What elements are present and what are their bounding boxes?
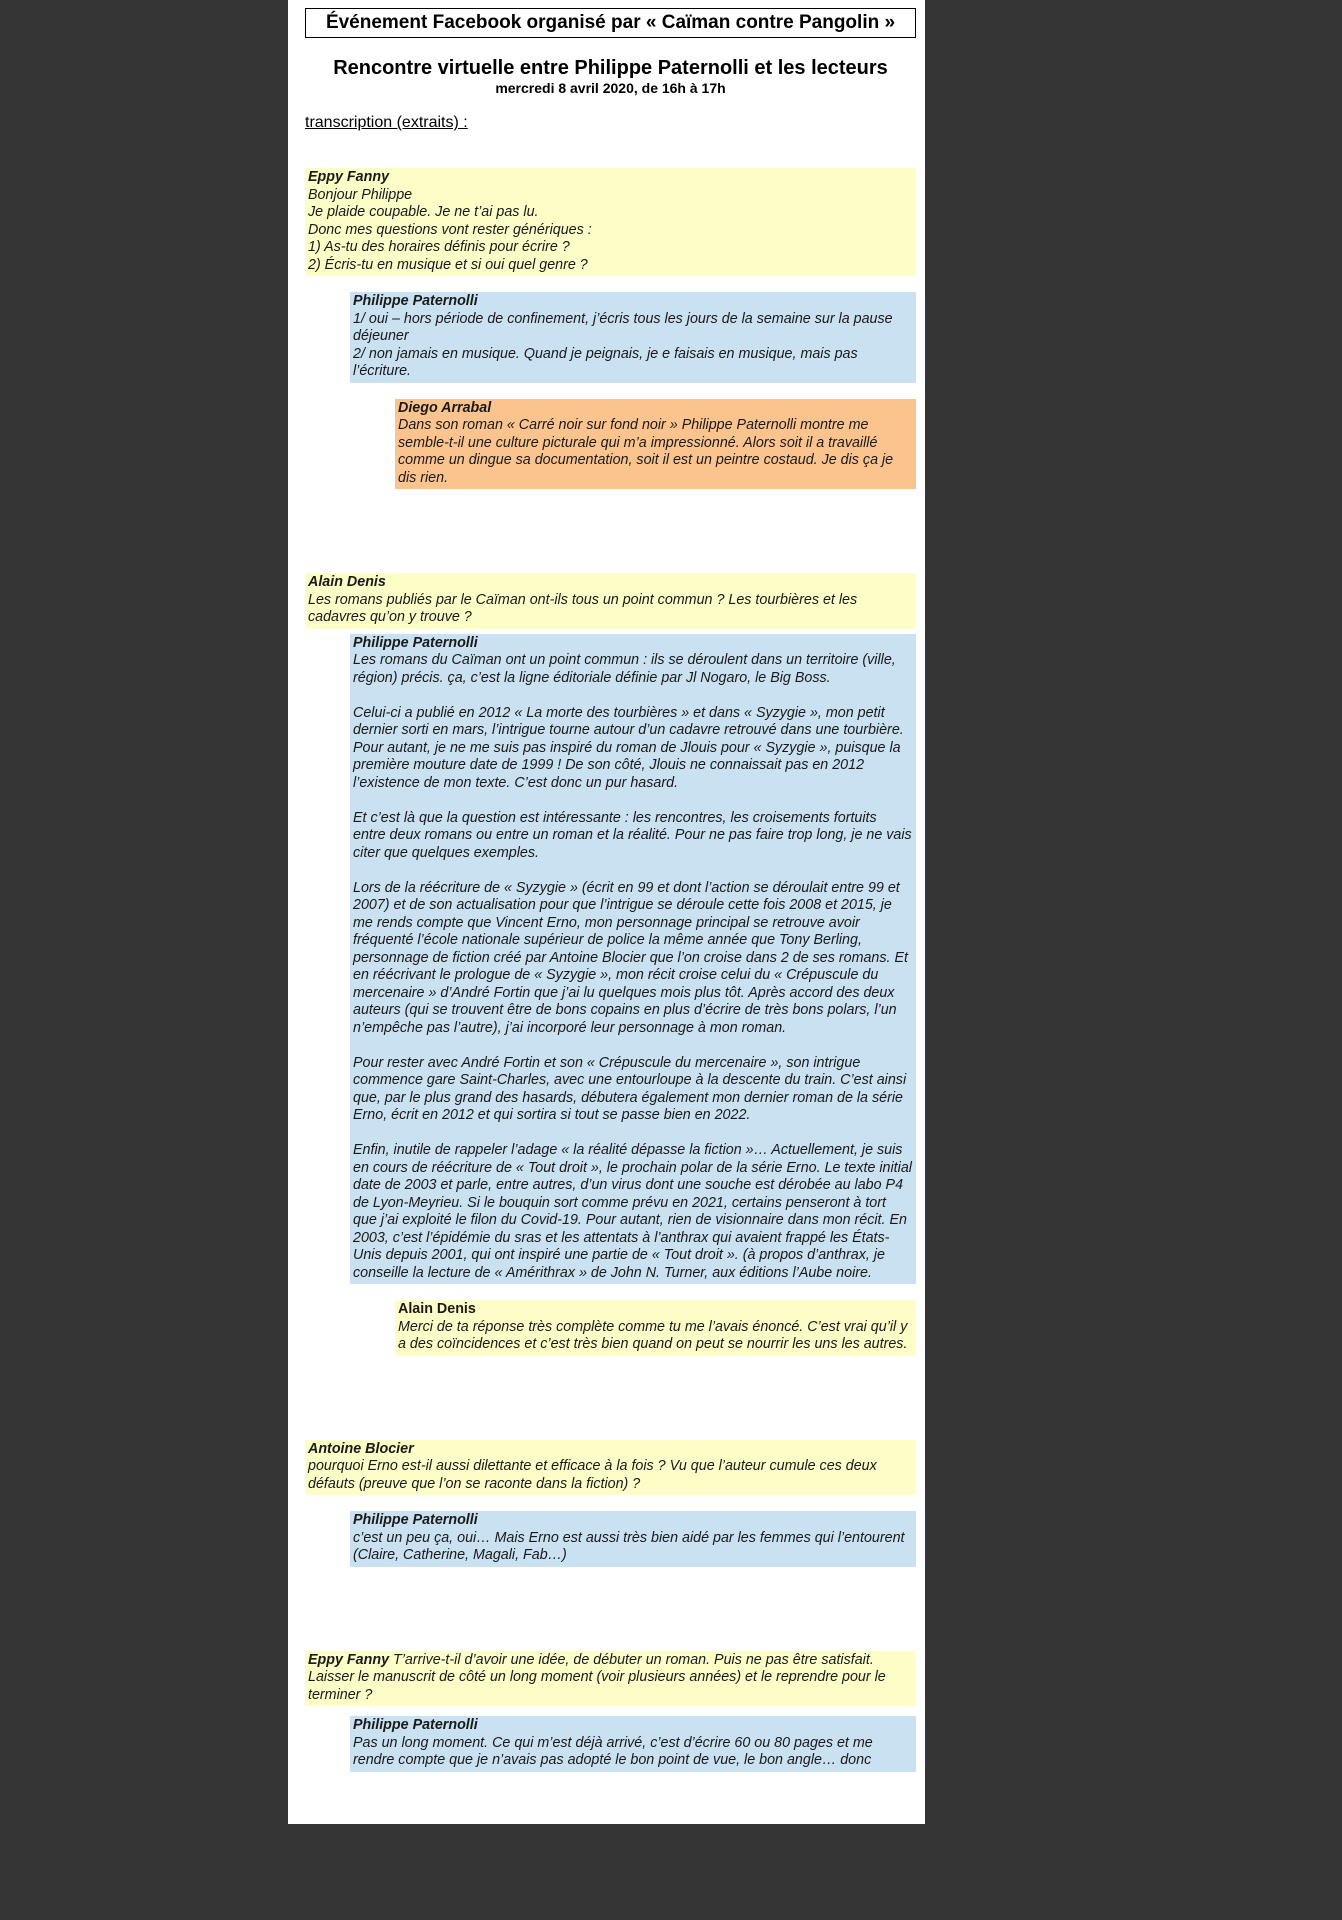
message-line: 2) Écris-tu en musique et si oui quel genre ? — [308, 256, 588, 273]
answer-philippe-paternolli — [350, 1511, 916, 1567]
message-paragraph: Enfin, inutile de rappeler l’adage « la réalité dépasse la fiction »… Actuellement, je suis en cours de réécriture de « Tout droit », le prochain polar de la série Erno. Le texte initial date de 2003 et parle, entre autres, d’un virus dont une souche est dérobée au labo P4 de Lyon-Meyrieu. Si le bouquin sort comme prévu en 2021, certains penseront à tort que j’ai exploité le filon du Covid-19. Pour autant, rien de visionnaire dans mon récit. En 2003, c’est l’épidémie du sras et les attentats à l’anthrax qui avaient frappé les États-Unis depuis 2001, qui ont inspiré une partie de « Tout droit ». (à propos d’anthrax, je conseille la lecture de « Amérithrax » de John N. Turner, aux éditions l’Aube noire. — [353, 1142, 912, 1281]
message-text: Dans son roman « Carré noir sur fond noir » Philippe Paternolli montre me semble-t-il une culture picturale qui m’a impressionné. Alors soit il a travaillé comme un dingue sa documentation, soit il est un peintre costaud. Je dis ça je dis rien. — [398, 417, 894, 486]
message-text: Pas un long moment. Ce qui m’est déjà arrivé, c’est d’écrire 60 ou 80 pages et me rendre compte que je n’avais pas adopté le bon point de vue, le bon angle… donc — [353, 1734, 873, 1768]
document-content — [305, 8, 916, 1772]
author-name: Philippe Paternolli — [353, 293, 478, 309]
message-line: Donc mes questions vont rester génériques : — [308, 221, 592, 238]
question-eppy-fanny — [305, 1651, 916, 1707]
question-alain-denis — [305, 573, 916, 629]
message-line: 1/ oui – hors période de confinement, j’écris tous les jours de la semaine sur la pause déjeuner — [353, 310, 893, 344]
message-text: Merci de ta réponse très complète comme tu me l’avais énoncé. C’est vrai qu’il y a des coïncidences et c’est très bien quand on peut se nourrir les uns les autres. — [398, 1318, 908, 1352]
message-text: Les romans publiés par le Caïman ont-ils tous un point commun ? Les tourbières et les cadavres qu’on y trouve ? — [308, 591, 858, 625]
event-date: mercredi 8 avril 2020, de 16h à 17h — [495, 80, 726, 96]
message-paragraph: Lors de la réécriture de « Syzygie » (écrit en 99 et dont l’action se déroulait entre 99 et 2007) et de son actualisation pour que l’intrigue se déroule cette fois 2008 et 2015, je me rends compte que Vincent Erno, mon personnage principal se retrouve avoir fréquenté l’école nationale supérieur de police la même année que Tony Berling, personnage de fiction créé par Antoine Blocier que l’on croise dans 2 de ses romans. Et en réécrivant le prologue de « Syzygie », mon récit croise celui du « Crépuscule du mercenaire » d’André Fortin que j’ai lu quelques mois plus tôt. Après accord des deux auteurs (qui se trouvent être de bons copains en plus d’écrire de très bons polars, l’un n’empêche pas l’autre), j’ai incorporé leur personnage à mon roman. — [353, 879, 908, 1036]
page-title: Rencontre virtuelle entre Philippe Paternolli et les lecteurs — [333, 57, 888, 79]
message-text: c’est un peu ça, oui… Mais Erno est aussi très bien aidé par les femmes qui l’entourent (Claire, Catherine, Magali, Fab…) — [353, 1529, 905, 1563]
comment-diego-arrabal — [395, 399, 916, 490]
author-name: Diego Arrabal — [398, 399, 492, 416]
author-name: Philippe Paternolli — [353, 634, 478, 651]
author-name: Alain Denis — [308, 574, 386, 590]
author-name: Philippe Paternolli — [353, 1512, 478, 1528]
author-name: Alain Denis — [398, 1301, 476, 1317]
message-line: 2/ non jamais en musique. Quand je peignais, je e faisais en musique, mais pas l’écriture. — [353, 345, 858, 379]
message-paragraph: Celui-ci a publié en 2012 « La morte des tourbières » et dans « Syzygie », mon petit dernier sorti en mars, l’intrigue tourne autour d’un cadavre retrouvé dans une tourbière. Pour autant, je ne me suis pas inspiré du roman de Jlouis pour « Syzygie », puisque la première mouture date de 1999 ! De son côté, Jlouis ne connaissait pas en 2012 l’existence de mon texte. C’est donc un pur hasard. — [353, 704, 904, 791]
answer-philippe-paternolli — [350, 1716, 916, 1772]
question-eppy-fanny — [305, 168, 916, 276]
answer-philippe-paternolli — [350, 292, 916, 383]
answer-philippe-paternolli — [350, 634, 916, 1285]
author-name: Antoine Blocier — [308, 1440, 414, 1457]
message-text: pourquoi Erno est-il aussi dilettante et efficace à la fois ? Vu que l’auteur cumule ces deux défauts (preuve que l’on se raconte dans la fiction) ? — [308, 1458, 877, 1492]
transcription-label: transcription (extraits) : — [305, 114, 468, 131]
message-line: Bonjour Philippe — [308, 186, 413, 203]
author-name: Eppy Fanny — [308, 169, 390, 185]
author-name: Eppy Fanny — [308, 1651, 390, 1668]
message-paragraph: Et c’est là que la question est intéressante : les rencontres, les croisements fortuits entre deux romans ou entre un roman et la réalité. Pour ne pas faire trop long, je ne vais citer que quelques exemples. — [353, 809, 912, 861]
message-inline-text: T’arrive-t-il d’avoir une idée, de débuter un roman. Puis ne pas être satisfait. Laisser le manuscrit de côté un long moment (voir plusieurs années) et le reprendre pour le terminer ? — [308, 1651, 886, 1703]
author-name: Philippe Paternolli — [353, 1717, 478, 1733]
message-line: 1) As-tu des horaires définis pour écrire ? — [308, 239, 570, 255]
message-paragraph: Les romans du Caïman ont un point commun : ils se déroulent dans un territoire (ville, région) précis. ça, c’est la ligne éditoriale définie par Jl Nogaro, le Big Boss. — [353, 652, 896, 686]
question-antoine-blocier — [305, 1440, 916, 1496]
document-page — [288, 0, 925, 1824]
event-header: Événement Facebook organisé par « Caïman contre Pangolin » — [305, 8, 916, 38]
message-paragraph: Pour rester avec André Fortin et son « Crépuscule du mercenaire », son intrigue commence gare Saint-Charles, avec une entourloupe à la descente du train. C’est ainsi que, par le plus grand des hasards, débutera également mon dernier roman de la série Erno, écrit en 2012 et qui sortira si tout se passe bien en 2022. — [353, 1054, 907, 1123]
reply-alain-denis — [395, 1300, 916, 1356]
message-text — [308, 1652, 913, 1705]
message-line: Je plaide coupable. Je ne t’ai pas lu. — [308, 204, 539, 220]
